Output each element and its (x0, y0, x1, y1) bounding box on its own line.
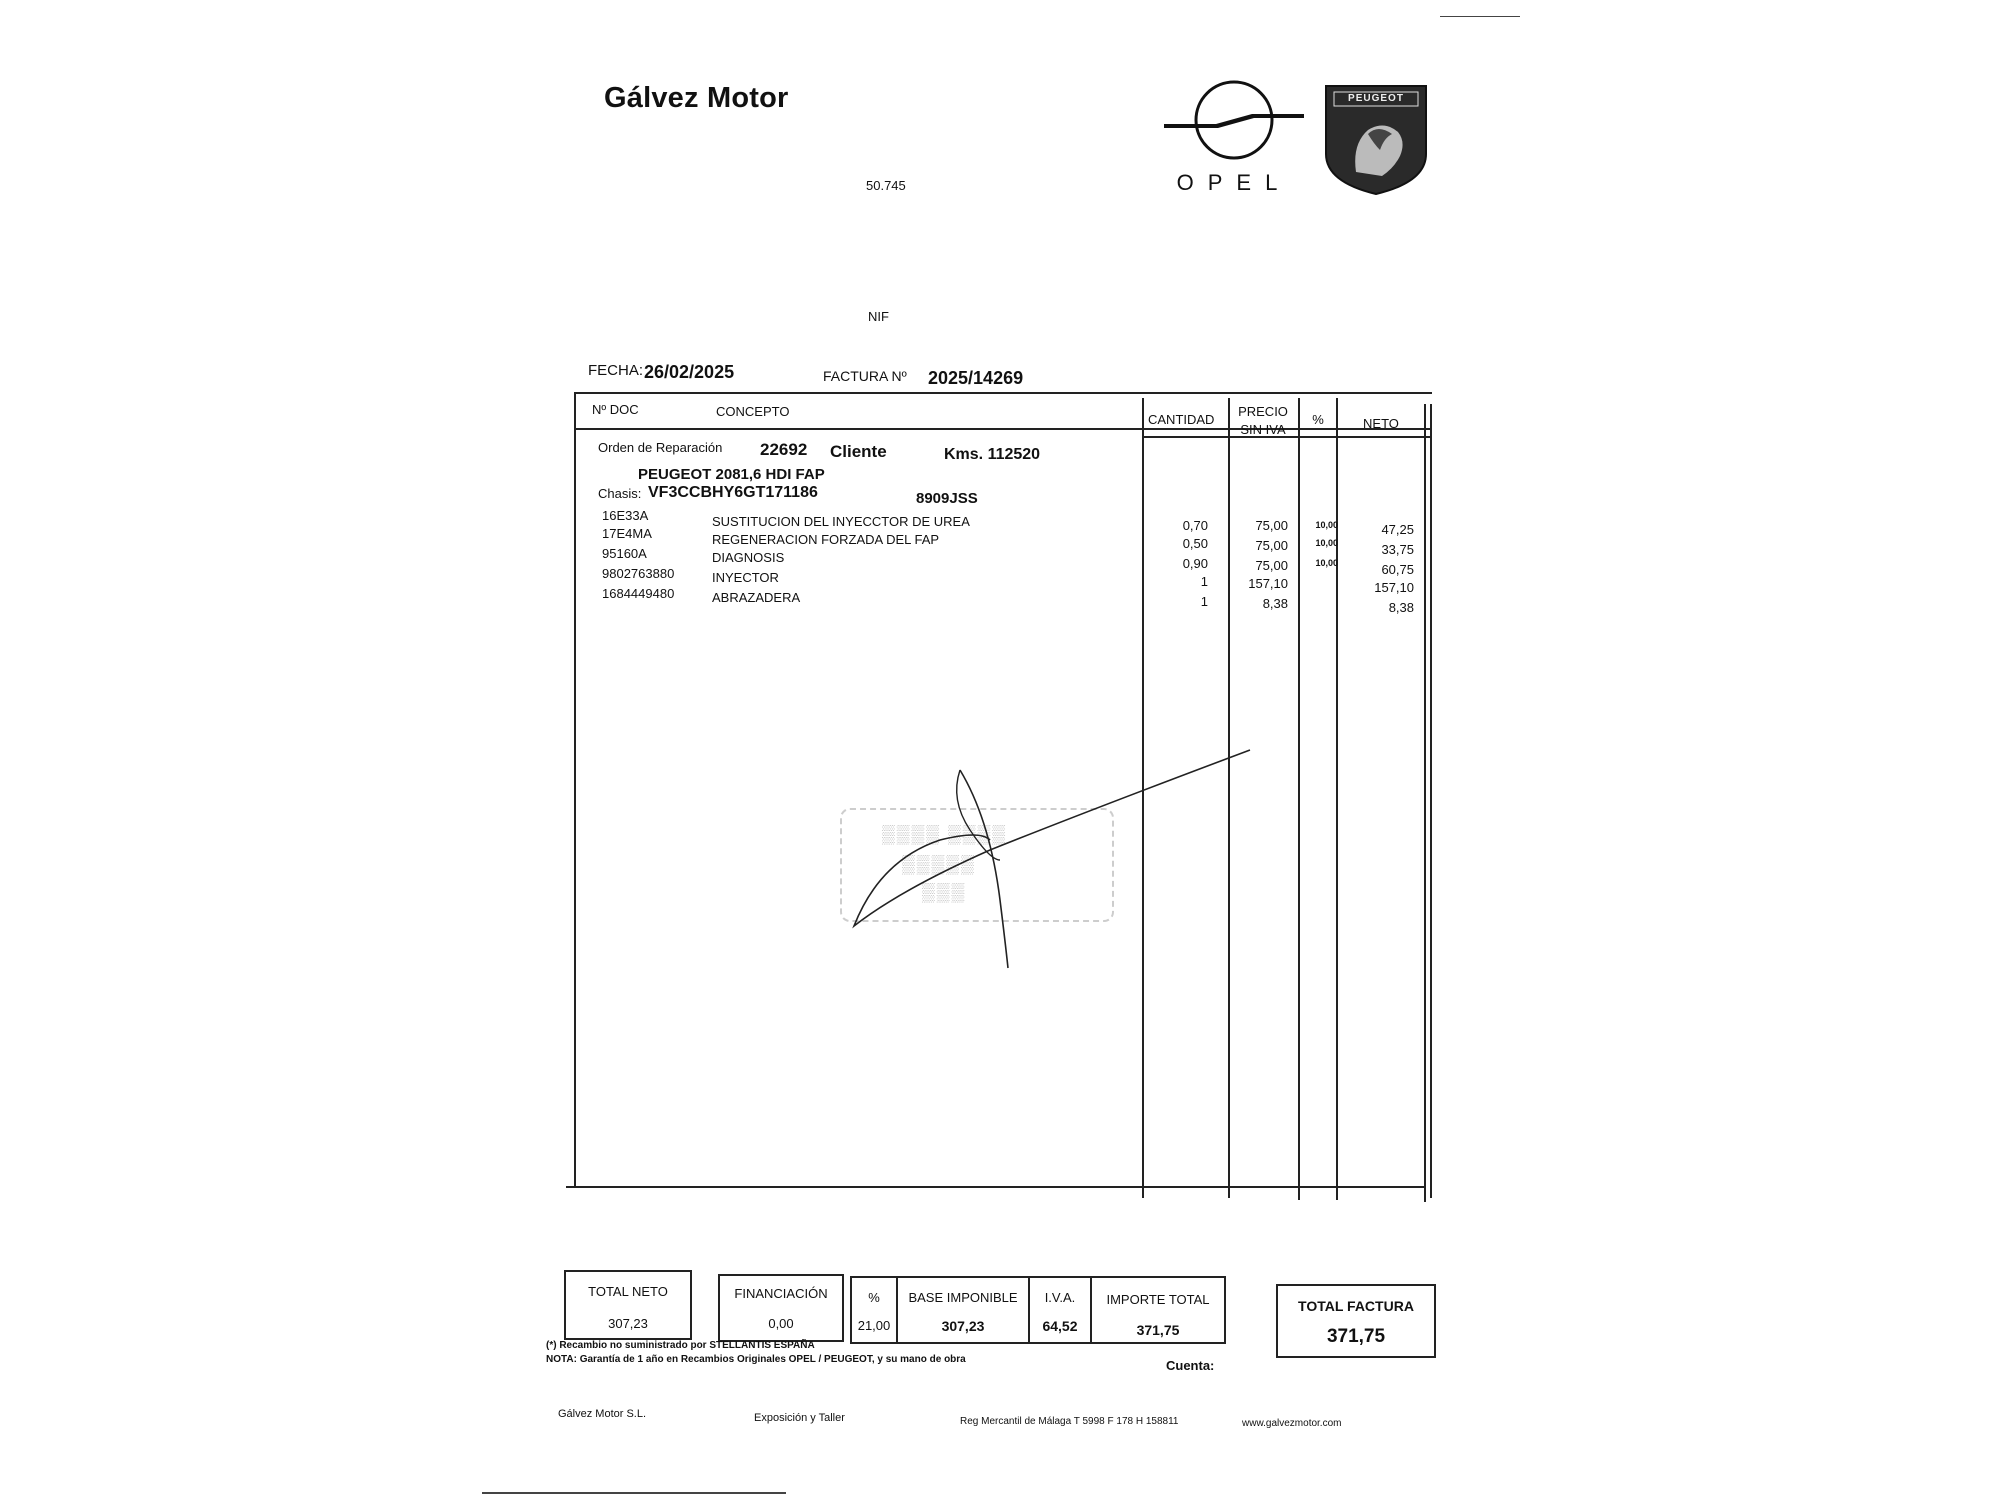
footer-web: www.galvezmotor.com (1242, 1418, 1342, 1429)
fecha-label: FECHA: (588, 362, 644, 379)
vehicle-model: PEUGEOT 2081,6 HDI FAP (638, 466, 825, 483)
note-recambio: (*) Recambio no suministrado por STELLANTIS ESPAÑA (546, 1340, 815, 1351)
footer-registro: Reg Mercantil de Málaga T 5998 F 178 H 158811 (960, 1416, 1179, 1427)
total-factura-box (1276, 1284, 1436, 1358)
kms-value: Kms. 112520 (944, 446, 1041, 463)
order-number: 22692 (760, 440, 808, 459)
fecha-value: 26/02/2025 (644, 362, 735, 382)
total-neto-box (564, 1270, 692, 1340)
item-concept: REGENERACION FORZADA DEL FAP (712, 532, 940, 547)
cliente-label: Cliente (830, 442, 887, 461)
footer-exposicion: Exposición y Taller (754, 1412, 845, 1424)
total-factura-value: 371,75 (1326, 1326, 1386, 1347)
item-code: 16E33A (602, 508, 649, 523)
opel-emblem-icon (1164, 78, 1304, 162)
header-sin-iva: SIN IVA (1240, 422, 1286, 437)
financiacion-label: FINANCIACIÓN (734, 1286, 828, 1301)
opel-logo (1164, 78, 1304, 196)
item-net: 157,10 (1374, 580, 1414, 595)
item-concept: ABRAZADERA (712, 590, 801, 605)
item-code: 95160A (602, 546, 647, 561)
item-quantity: 0,70 (1182, 518, 1208, 533)
base-imponible-label: BASE IMPONIBLE (908, 1290, 1018, 1305)
header-precio: PRECIO (1238, 404, 1288, 419)
top-scan-mark (1440, 16, 1520, 17)
item-quantity: 0,90 (1182, 556, 1208, 571)
total-neto-label: TOTAL NETO (588, 1284, 668, 1299)
bottom-scan-mark (482, 1492, 786, 1494)
header-neto: NETO (1363, 416, 1399, 431)
item-concept: INYECTOR (712, 570, 779, 585)
document-code: 50.745 (866, 178, 906, 193)
item-quantity: 0,50 (1182, 536, 1208, 551)
factura-label: FACTURA Nº (823, 368, 907, 384)
item-price: 75,00 (1255, 538, 1288, 553)
opel-wordmark: OPEL (1176, 170, 1292, 195)
item-price: 8,38 (1262, 596, 1288, 611)
item-code: 9802763880 (602, 566, 675, 581)
importe-total-label: IMPORTE TOTAL (1106, 1292, 1210, 1307)
order-label: Orden de Reparación (598, 440, 723, 455)
header-concepto: CONCEPTO (716, 404, 790, 419)
item-price: 157,10 (1248, 576, 1288, 591)
cuenta-label: Cuenta: (1166, 1358, 1215, 1373)
item-concept: SUSTITUCION DEL INYECCTOR DE UREA (712, 514, 970, 529)
chasis-label: Chasis: (598, 486, 642, 501)
peugeot-wordmark: PEUGEOT (1348, 93, 1404, 104)
nif-label: NIF (868, 309, 889, 324)
tax-summary-box (850, 1276, 1226, 1344)
plate-number: 8909JSS (916, 490, 978, 507)
header-ndoc: Nº DOC (592, 402, 639, 417)
importe-total-value: 371,75 (1136, 1322, 1180, 1338)
item-quantity: 1 (1200, 574, 1208, 589)
item-price: 75,00 (1255, 558, 1288, 573)
company-stamp: ▒▒▒▒ ▒▒▒▒ ▒▒▒▒▒ ▒▒▒ (840, 808, 1114, 922)
company-name: Gálvez Motor (604, 82, 789, 114)
financiacion-value: 0,00 (768, 1316, 794, 1331)
iva-label: I.V.A. (1044, 1290, 1076, 1305)
factura-number: 2025/14269 (928, 368, 1024, 388)
total-neto-value: 307,23 (608, 1316, 648, 1331)
signature (840, 740, 1260, 980)
item-net: 8,38 (1388, 600, 1414, 615)
item-price: 75,00 (1255, 518, 1288, 533)
header-cantidad: CANTIDAD (1148, 412, 1215, 427)
item-net: 47,25 (1381, 522, 1414, 537)
item-net: 60,75 (1381, 562, 1414, 577)
note-garantia: NOTA: Garantía de 1 año en Recambios Originales OPEL / PEUGEOT, y su mano de obra (546, 1354, 966, 1365)
peugeot-logo (1322, 84, 1430, 196)
item-code: 17E4MA (602, 526, 652, 541)
header-percent: % (1312, 412, 1324, 427)
item-net: 33,75 (1381, 542, 1414, 557)
item-concept: DIAGNOSIS (712, 550, 785, 565)
financiacion-box (718, 1274, 844, 1342)
pct-label: % (868, 1290, 880, 1305)
base-imponible-value: 307,23 (941, 1318, 985, 1334)
iva-value: 64,52 (1042, 1318, 1078, 1334)
chasis-value: VF3CCBHY6GT171186 (648, 484, 818, 501)
total-factura-label: TOTAL FACTURA (1298, 1298, 1414, 1314)
item-discount: 10,00 (1315, 558, 1338, 568)
footer-company: Gálvez Motor S.L. (558, 1408, 647, 1420)
item-quantity: 1 (1200, 594, 1208, 609)
item-code: 1684449480 (602, 586, 675, 601)
item-discount: 10,00 (1315, 538, 1338, 548)
pct-value: 21,00 (857, 1318, 891, 1333)
item-discount: 10,00 (1315, 520, 1338, 530)
